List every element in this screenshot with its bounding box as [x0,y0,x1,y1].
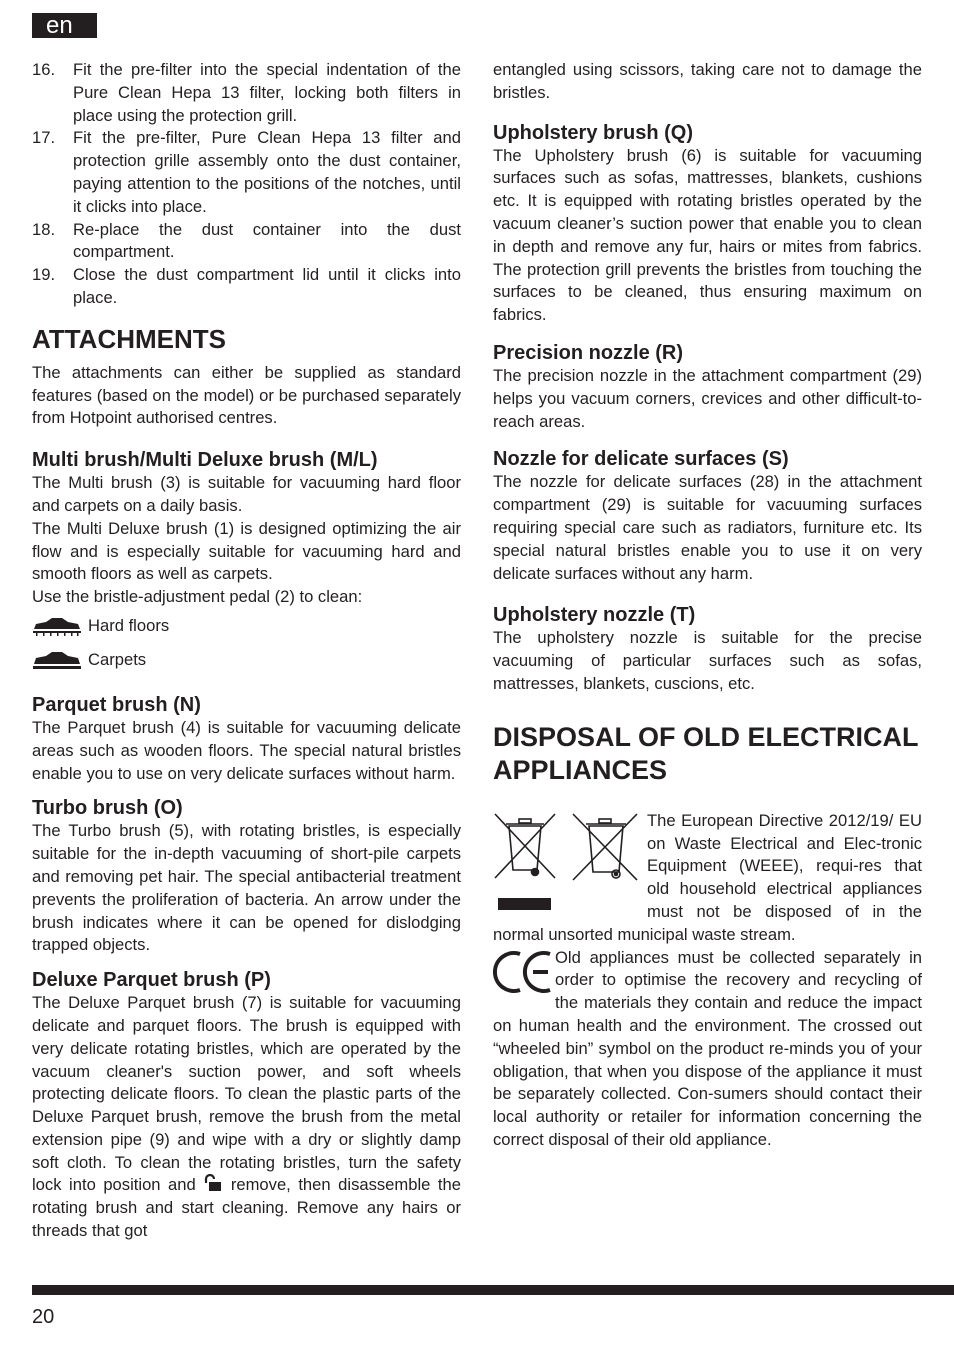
right-column [493,59,922,1152]
multi-brush-heading: Multi brush/Multi Deluxe brush (M/L) [32,449,378,472]
step-number: 19. [32,265,56,285]
ce-mark [493,949,553,995]
step-text: Fit the pre-filter into the special indentation of the Pure Clean Hepa 13 filter, locking both filters in place using the protection grill. [73,60,461,125]
deluxe-parquet-heading: Deluxe Parquet brush (P) [32,969,271,992]
collection-text: Old appliances must be collected separately in order to optimise the recovery and recycling of the materials they contain and reduce the impact on human health and the environment. The crossed out “wheeled bin” symbol on the product re-minds you of your obligation, that when you dispose of the appliance it must be separately collected. Con-sumers should contact their local authority or retailer for information concerning the correct disposal of their old appliance. [493,947,922,1149]
list-item [32,219,461,265]
parquet-brush-heading: Parquet brush (N) [32,693,201,716]
turbo-brush-heading: Turbo brush (O) [32,797,183,820]
attachments-intro: The attachments can either be supplied as standard features (based on the model) or be purchased separately from Hotpoint authorised centres. [32,362,461,428]
deluxe-parquet-text-a: The Deluxe Parquet brush (7) is suitable for vacuuming delicate and parquet floors. The brush is equipped with very delicate rotating bristles, which are operated by the vacuum cleaner's suction power, and soft wheels protecting delicate floors. To clean the plastic parts of the Deluxe Parquet brush, remove the brush from the metal extension pipe (9) and wipe with a dry or slightly damp soft cloth. To clean the rotating bristles, turn the safety lock into position and [32,993,461,1195]
ce-mark-icon [493,949,553,995]
pedal-instruction: Use the bristle-adjustment pedal (2) to clean: [32,587,363,607]
step-text: Re-place the dust container into the dust compartment. [73,219,461,262]
assembly-steps [32,59,461,310]
language-tag: en [32,13,97,38]
carpets-label: Carpets [88,649,147,669]
step-number: 16. [32,60,56,79]
deluxe-parquet-text-b: remove, then disassemble the rotating brush and start cleaning. Remove any hairs or threads that got [32,1175,461,1241]
hard-floors-label: Hard floors [88,615,170,635]
carpets-row [32,643,461,677]
step-text: Fit the pre-filter, Pure Clean Hepa 13 filter and protection grille assembly onto the dust container, paying attention to the positions of the notches, until it clicks into place. [73,128,461,216]
attachments-heading: ATTACHMENTS [32,323,227,354]
weee-directive-text: The European Directive 2012/19/ EU on Waste Electrical and Elec-tronic Equipment (WEEE), requi-res that old household electrical appliances must not be disposed of in the normal unsorted municipal waste stream. [493,810,922,944]
deluxe-parquet-text [32,992,461,1243]
list-item [32,264,461,310]
step-number: 17. [32,128,56,148]
crossed-out-wheeled-bin-icon [493,812,643,912]
open-lock-icon [203,1174,223,1192]
weee-symbols [493,812,643,912]
precision-nozzle-text: The precision nozzle in the attachment compartment (29) helps you vacuum corners, crevices and other difficult-to-reach areas. [493,365,922,431]
multi-deluxe-text: The Multi Deluxe brush (1) is designed optimizing the air flow and is especially suitable for vacuuming hard and smooth floors as well as carpets. [32,518,461,584]
delicate-nozzle-heading: Nozzle for delicate surfaces (S) [493,448,789,471]
upholstery-nozzle-text: The upholstery nozzle is suitable for the precise vacuuming of particular surfaces such as sofas, mattresses, blankets, cuscions, etc. [493,628,922,693]
upholstery-brush-heading: Upholstery brush (Q) [493,121,694,144]
delicate-nozzle-text: The nozzle for delicate surfaces (28) in the attachment compartment (29) is suitable for vacuuming surfaces requiring special care such as radiators, furniture etc. Its special natural bristles enable you to use it on very delicate surfaces without any harm. [493,472,922,583]
precision-nozzle-heading: Precision nozzle (R) [493,341,684,364]
footer-rule [32,1285,954,1295]
deluxe-parquet-continued: entangled using scissors, taking care not to damage the bristles. [493,60,922,102]
list-item [32,127,461,218]
hard-floors-row [32,609,461,643]
upholstery-brush-text: The Upholstery brush (6) is suitable for vacuuming surfaces such as sofas, mattresses, blankets, cushions etc. It is equipped with rotating bristles operated by the vacuum cleaner’s suction power that enable you to clean in depth and remove any fur, hairs or mites from fabrics. The protection grill prevents the bristles from touching the surfaces to be cleaned, thus ensuring maximum on fabrics. [493,145,922,325]
multi-brush-text: The Multi brush (3) is suitable for vacuuming hard floor and carpets on a daily basis. [32,473,461,515]
step-number: 18. [32,219,56,239]
step-text: Close the dust compartment lid until it clicks into place. [73,265,461,307]
disposal-heading: DISPOSAL OF OLD ELECTRICAL APPLIANCES [493,721,919,785]
brush-hard-floor-icon [32,615,82,637]
page-number: 20 [32,1306,55,1328]
turbo-brush-text: The Turbo brush (5), with rotating bristles, is especially suitable for the in-depth vacuuming of short-pile carpets and removing pet hair. The special antibacterial treatment prevents the proliferation of bacteria. An arrow under the brush indicates where it can be opened for dislodging trapped objects. [32,821,461,955]
left-column [32,59,461,1243]
upholstery-nozzle-heading: Upholstery nozzle (T) [493,604,696,627]
parquet-brush-text: The Parquet brush (4) is suitable for vacuuming delicate areas such as wooden floors. The special natural bristles enable you to use on very delicate surfaces without harm. [32,717,461,783]
brush-carpet-icon [32,649,82,671]
list-item [32,59,461,127]
